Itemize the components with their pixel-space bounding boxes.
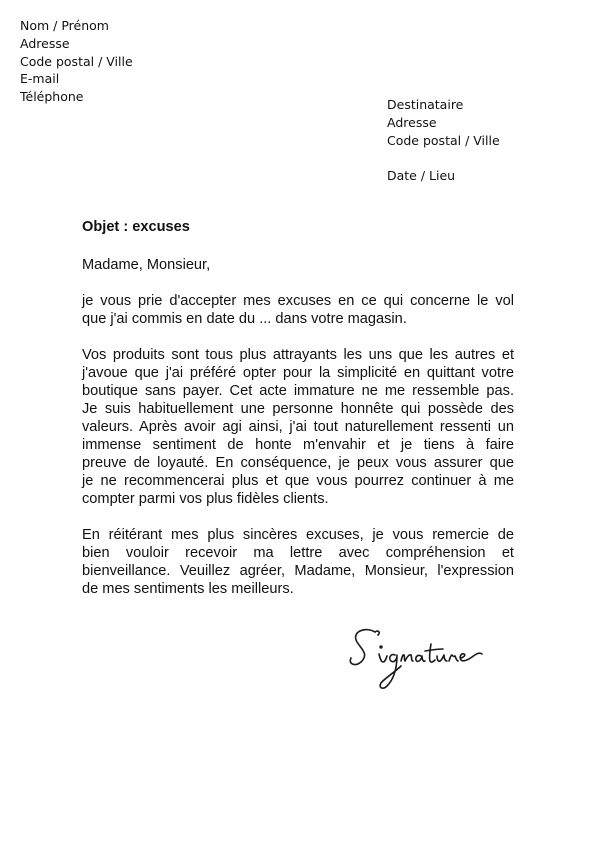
sender-block — [20, 17, 133, 106]
handwritten-signature — [345, 620, 495, 695]
paragraph-line: valeurs. Après avoir agi ainsi, j'ai tout naturellement ressenti un — [82, 419, 514, 435]
recipient-name: Destinataire — [387, 97, 464, 112]
letter-paragraph — [82, 526, 514, 598]
sender-name: Nom / Prénom — [20, 18, 109, 33]
paragraph-line: Vos produits sont tous plus attrayants les uns que les autres et — [82, 347, 514, 363]
paragraph-line: bien vouloir recevoir ma lettre avec compréhension et — [82, 545, 514, 561]
paragraph-line: je ne recommencerai plus et que vous pourrez continuer à me — [82, 473, 514, 489]
recipient-postal-city: Code postal / Ville — [387, 132, 500, 148]
recipient-block — [387, 96, 500, 149]
paragraph-line: compter parmi vos plus fidèles clients. — [82, 491, 329, 507]
paragraph-line: bienveillance. Veuillez agréer, Madame, Monsieur, l'expression — [82, 563, 514, 579]
letter-paragraph — [82, 346, 514, 508]
paragraph-line: immense sentiment de honte m'envahir et je tiens à faire — [82, 437, 514, 453]
sender-postal-city: Code postal / Ville — [20, 53, 133, 69]
paragraph-line: Je suis habituellement une personne honnête qui possède des — [82, 401, 514, 417]
signature-strokes — [350, 630, 482, 689]
letter-body — [82, 218, 514, 616]
paragraph-line: j'avoue que j'ai préféré opter pour la simplicité en quittant votre — [82, 365, 514, 381]
sender-phone: Téléphone — [20, 89, 84, 105]
sender-email: E-mail — [20, 71, 60, 87]
paragraph-line: boutique sans payer. Cet acte immature ne me ressemble pas. — [82, 383, 514, 399]
paragraph-line: En réitérant mes plus sincères excuses, je vous remercie de — [82, 527, 514, 543]
date-place: Date / Lieu — [387, 168, 456, 183]
sender-address: Adresse — [20, 35, 70, 51]
paragraph-line: preuve de loyauté. En conséquence, je peux vous assurer que — [82, 455, 514, 471]
paragraph-line: que j'ai commis en date du ... dans votre magasin. — [82, 311, 407, 327]
letter-greeting: Madame, Monsieur, — [82, 257, 211, 273]
paragraph-line: de mes sentiments les meilleurs. — [82, 581, 294, 597]
recipient-address: Adresse — [387, 114, 437, 130]
letter-subject: Objet : excuses — [82, 219, 190, 235]
letter-paragraph — [82, 292, 514, 328]
paragraph-line: je vous prie d'accepter mes excuses en ce qui concerne le vol — [82, 293, 514, 309]
